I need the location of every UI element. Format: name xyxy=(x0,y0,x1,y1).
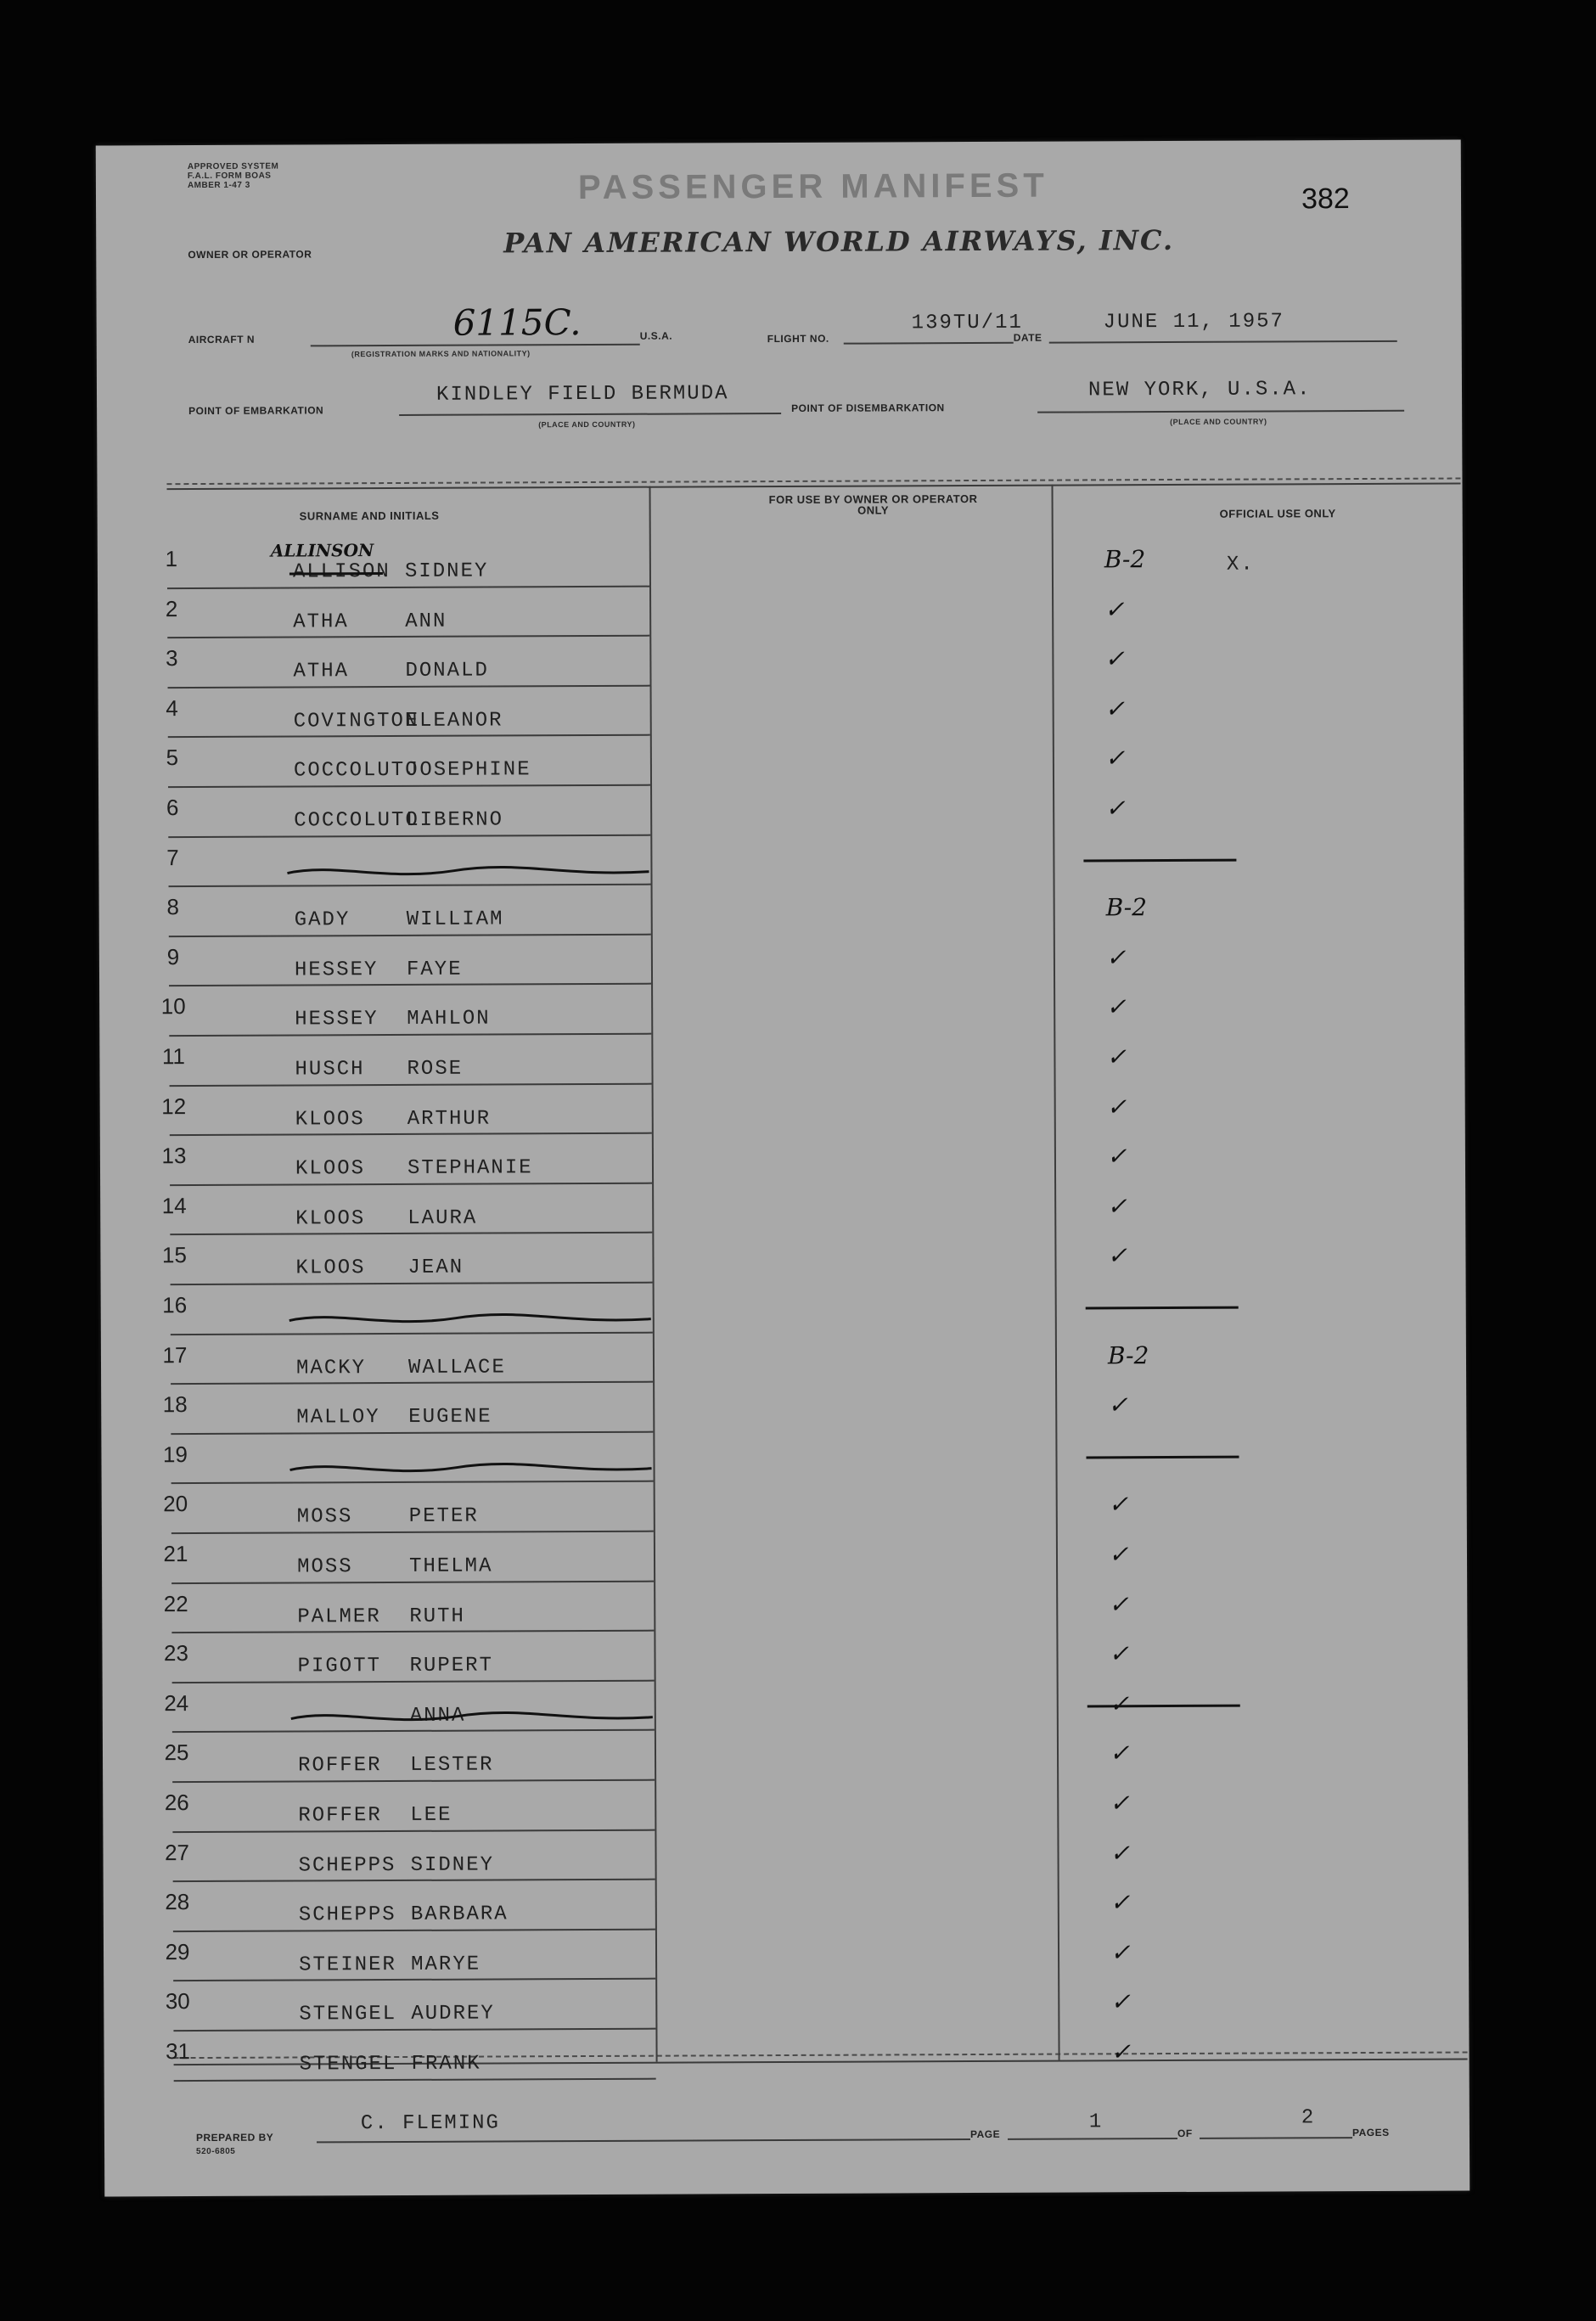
row-number: 29 xyxy=(165,1938,190,1964)
check-mark-icon: ✓ xyxy=(1106,992,1127,1021)
passenger-surname: SCHEPPS xyxy=(298,1903,396,1927)
passenger-surname: MOSS xyxy=(296,1505,353,1529)
row-rule xyxy=(167,585,649,588)
embark-value: KINDLEY FIELD BERMUDA xyxy=(436,382,729,407)
aircraft-label: AIRCRAFT N xyxy=(188,333,256,346)
row-rule xyxy=(171,1531,654,1534)
passenger-given-name: EUGENE xyxy=(408,1405,492,1430)
row-number: 25 xyxy=(164,1739,189,1766)
col-surname-header: SURNAME AND INITIALS xyxy=(299,509,440,523)
check-mark-icon: ✓ xyxy=(1109,1689,1130,1718)
row-number: 23 xyxy=(163,1640,189,1666)
row-rule xyxy=(171,1282,653,1285)
passenger-surname: MOSS xyxy=(296,1555,353,1579)
check-mark-icon: ✓ xyxy=(1105,943,1127,972)
row-number: 19 xyxy=(162,1441,188,1467)
manifest-title: PASSENGER MANIFEST xyxy=(577,166,1048,207)
strike-through-squiggle xyxy=(288,1703,661,1730)
passenger-surname: KLOOS xyxy=(295,1107,365,1132)
surname-correction: ALLINSON xyxy=(270,540,374,561)
check-mark-icon: ✓ xyxy=(1108,1490,1129,1519)
row-number: 6 xyxy=(166,795,179,821)
passenger-surname: SCHEPPS xyxy=(298,1853,396,1878)
row-rule xyxy=(171,1580,654,1583)
row-rule xyxy=(167,635,649,638)
passenger-given-name: BARBARA xyxy=(410,1902,509,1927)
passenger-given-name: JEAN xyxy=(407,1256,464,1280)
check-mark-icon: ✓ xyxy=(1108,1391,1128,1419)
passenger-given-name: WILLIAM xyxy=(406,908,504,932)
row-rule xyxy=(169,1033,651,1037)
row-number: 17 xyxy=(162,1341,188,1368)
passenger-surname: COVINGTON xyxy=(293,709,419,733)
passenger-given-name: ARTHUR xyxy=(407,1107,492,1131)
col-official-header: OFFICIAL USE ONLY xyxy=(1219,507,1336,520)
page-number-stamp: 382 xyxy=(1301,183,1350,216)
approval-stamp: APPROVED SYSTEM F.A.L. FORM BOAS AMBER 1-47 3 xyxy=(187,161,279,191)
passenger-surname: STEINER xyxy=(299,1953,396,1977)
flight-label: FLIGHT NO. xyxy=(767,332,829,346)
check-mark-icon: ✓ xyxy=(1107,1241,1127,1270)
row-number: 10 xyxy=(160,993,186,1020)
strike-line xyxy=(289,572,383,575)
row-number: 24 xyxy=(164,1689,189,1716)
row-number: 13 xyxy=(161,1143,187,1169)
passenger-surname: ALLISON xyxy=(292,560,391,584)
check-mark-icon: ✓ xyxy=(1109,1639,1130,1668)
visa-class-mark: B-2 xyxy=(1104,545,1146,574)
passenger-given-name: PETER xyxy=(408,1504,479,1529)
row-number: 11 xyxy=(161,1043,185,1070)
aircraft-caption: (REGISTRATION MARKS AND NATIONALITY) xyxy=(351,349,531,359)
passenger-surname: ROFFER xyxy=(298,1754,382,1778)
official-strike-line xyxy=(1086,1307,1239,1310)
form-code: 520-6805 xyxy=(196,2146,236,2157)
row-rule xyxy=(172,1779,655,1783)
of-value: 2 xyxy=(1301,2106,1316,2130)
row-number: 20 xyxy=(163,1491,188,1517)
passenger-given-name: SIDNEY xyxy=(410,1853,495,1877)
check-mark-icon: ✓ xyxy=(1110,1987,1131,2016)
visa-class-mark: B-2 xyxy=(1107,1340,1149,1369)
check-mark-icon: ✓ xyxy=(1110,1888,1131,1917)
manifest-document xyxy=(96,140,1470,2197)
check-mark-icon: ✓ xyxy=(1109,1589,1129,1618)
check-mark-icon: ✓ xyxy=(1106,1092,1127,1121)
check-mark-icon: ✓ xyxy=(1104,644,1125,673)
embark-label: POINT OF EMBARKATION xyxy=(188,404,324,418)
passenger-given-name: JOSEPHINE xyxy=(405,758,531,783)
date-value: JUNE 11, 1957 xyxy=(1103,310,1284,334)
row-rule xyxy=(168,684,650,688)
passenger-surname: ATHA xyxy=(293,610,349,634)
row-number: 2 xyxy=(165,595,178,621)
official-extra-mark: X. xyxy=(1226,553,1255,576)
check-mark-icon: ✓ xyxy=(1107,1192,1127,1221)
passenger-surname: MACKY xyxy=(295,1356,367,1380)
row-rule xyxy=(171,1381,653,1385)
row-rule xyxy=(170,1182,652,1185)
check-mark-icon: ✓ xyxy=(1104,694,1126,723)
row-rule xyxy=(171,1630,654,1633)
row-rule xyxy=(172,1679,655,1683)
owner-label: OWNER OR OPERATOR xyxy=(188,248,312,261)
row-rule xyxy=(173,2028,655,2032)
row-number: 31 xyxy=(165,2038,191,2065)
strike-through-squiggle xyxy=(286,1454,660,1481)
passenger-given-name: SIDNEY xyxy=(404,559,489,583)
row-number: 4 xyxy=(166,694,178,721)
check-mark-icon: ✓ xyxy=(1104,744,1126,773)
check-mark-icon: ✓ xyxy=(1106,1042,1127,1071)
disembark-value: NEW YORK, U.S.A. xyxy=(1087,378,1312,402)
official-strike-line xyxy=(1083,858,1236,862)
check-mark-icon: ✓ xyxy=(1104,594,1125,623)
passenger-surname: ATHA xyxy=(293,660,350,683)
row-number: 12 xyxy=(161,1093,187,1119)
row-number: 16 xyxy=(162,1292,188,1318)
passenger-surname: PALMER xyxy=(297,1604,381,1629)
of-label: OF xyxy=(1177,2127,1193,2139)
row-rule xyxy=(168,834,650,837)
passenger-given-name: STEPHANIE xyxy=(407,1156,533,1181)
disembark-label: POINT OF DISEMBARKATION xyxy=(791,402,945,414)
row-rule xyxy=(173,1879,655,1882)
aircraft-value: 6115C. xyxy=(452,301,582,344)
passenger-surname: KLOOS xyxy=(295,1157,366,1181)
passenger-given-name: FRANK xyxy=(411,2052,481,2076)
row-number: 1 xyxy=(165,546,178,572)
passenger-given-name: ANN xyxy=(405,610,447,633)
row-rule xyxy=(169,933,651,936)
check-mark-icon: ✓ xyxy=(1106,1142,1127,1171)
row-rule xyxy=(170,1082,652,1086)
check-mark-icon: ✓ xyxy=(1109,1739,1130,1767)
page-value: 1 xyxy=(1088,2110,1104,2134)
row-number: 22 xyxy=(163,1590,188,1616)
passenger-surname: KLOOS xyxy=(295,1256,366,1280)
check-mark-icon: ✓ xyxy=(1110,1838,1131,1867)
check-mark-icon: ✓ xyxy=(1110,1789,1130,1818)
row-number: 26 xyxy=(164,1790,189,1816)
row-rule xyxy=(173,1978,655,1981)
passenger-surname: COCCOLUTO xyxy=(293,759,419,783)
row-rule xyxy=(171,1331,653,1335)
prepared-label: PREPARED BY xyxy=(195,2131,274,2144)
row-rule xyxy=(172,1729,655,1733)
row-number: 14 xyxy=(161,1192,187,1218)
row-number: 28 xyxy=(165,1889,190,1915)
passenger-surname: STENGEL xyxy=(299,2052,397,2077)
row-rule xyxy=(170,1132,652,1136)
row-rule xyxy=(174,2077,656,2081)
row-rule xyxy=(168,784,650,788)
passenger-surname: COCCOLUTO xyxy=(294,808,419,833)
row-rule xyxy=(172,1829,655,1832)
row-rule xyxy=(168,734,650,738)
passenger-surname: GADY xyxy=(294,908,351,932)
passenger-surname: PIGOTT xyxy=(297,1655,382,1678)
row-rule xyxy=(169,884,651,887)
passenger-given-name: MARYE xyxy=(411,1953,481,1976)
passenger-given-name: LIBERNO xyxy=(406,808,504,832)
pages-label: PAGES xyxy=(1352,2126,1390,2139)
row-number: 9 xyxy=(166,943,180,969)
embark-caption: (PLACE AND COUNTRY) xyxy=(538,419,636,430)
row-rule xyxy=(169,983,651,986)
passenger-given-name: THELMA xyxy=(408,1554,493,1578)
passenger-given-name: DONALD xyxy=(405,659,489,683)
row-number: 5 xyxy=(166,745,179,771)
passenger-given-name: AUDREY xyxy=(411,2002,495,2026)
usa-label: U.S.A. xyxy=(639,329,673,342)
passenger-given-name: ELEANOR xyxy=(405,709,503,733)
row-rule xyxy=(170,1232,652,1235)
row-number: 27 xyxy=(164,1839,190,1865)
check-mark-icon: ✓ xyxy=(1108,1540,1129,1569)
passenger-given-name: LEE xyxy=(410,1803,452,1827)
passenger-given-name: ROSE xyxy=(407,1057,464,1081)
official-strike-line xyxy=(1086,1455,1239,1458)
disembark-caption: (PLACE AND COUNTRY) xyxy=(1170,417,1267,427)
row-number: 3 xyxy=(166,645,178,672)
passenger-given-name: LAURA xyxy=(407,1206,478,1230)
row-number: 8 xyxy=(166,894,179,920)
row-number: 21 xyxy=(163,1541,188,1567)
page-label: PAGE xyxy=(969,2127,1001,2141)
strike-through-squiggle xyxy=(286,1306,660,1333)
prepared-value: C. FLEMING xyxy=(360,2111,500,2136)
row-rule xyxy=(171,1430,653,1434)
passenger-given-name: RUTH xyxy=(409,1604,465,1628)
visa-class-mark: B-2 xyxy=(1105,893,1148,922)
row-number: 7 xyxy=(166,844,179,870)
passenger-surname: MALLOY xyxy=(296,1406,380,1430)
passenger-surname: STENGEL xyxy=(299,2003,397,2026)
passenger-given-name: LESTER xyxy=(410,1753,494,1778)
check-mark-icon: ✓ xyxy=(1110,1938,1131,1967)
passenger-surname: HUSCH xyxy=(295,1058,365,1082)
passenger-given-name: ANNA xyxy=(409,1704,466,1728)
passenger-surname: ROFFER xyxy=(298,1804,382,1828)
col-owner-header: FOR USE BY OWNER OR OPERATOR ONLY xyxy=(768,492,978,517)
date-label: DATE xyxy=(1013,331,1042,344)
row-rule xyxy=(173,1928,655,1931)
passenger-surname: HESSEY xyxy=(294,958,379,982)
strike-through-squiggle xyxy=(284,857,657,885)
row-rule xyxy=(171,1481,654,1484)
passenger-given-name: MAHLON xyxy=(407,1007,491,1031)
passenger-given-name: WALLACE xyxy=(407,1356,506,1380)
flight-value: 139TU/11 xyxy=(911,311,1023,335)
passenger-given-name: RUPERT xyxy=(409,1654,494,1678)
passenger-given-name: FAYE xyxy=(406,958,463,981)
passenger-surname: KLOOS xyxy=(295,1206,366,1231)
passenger-surname: HESSEY xyxy=(295,1008,379,1031)
row-number: 15 xyxy=(161,1242,187,1268)
check-mark-icon: ✓ xyxy=(1110,2037,1132,2066)
row-number: 30 xyxy=(165,1988,190,2015)
check-mark-icon: ✓ xyxy=(1105,794,1126,823)
owner-value: PAN AMERICAN WORLD AIRWAYS, INC. xyxy=(503,223,1175,260)
row-number: 18 xyxy=(162,1391,188,1418)
